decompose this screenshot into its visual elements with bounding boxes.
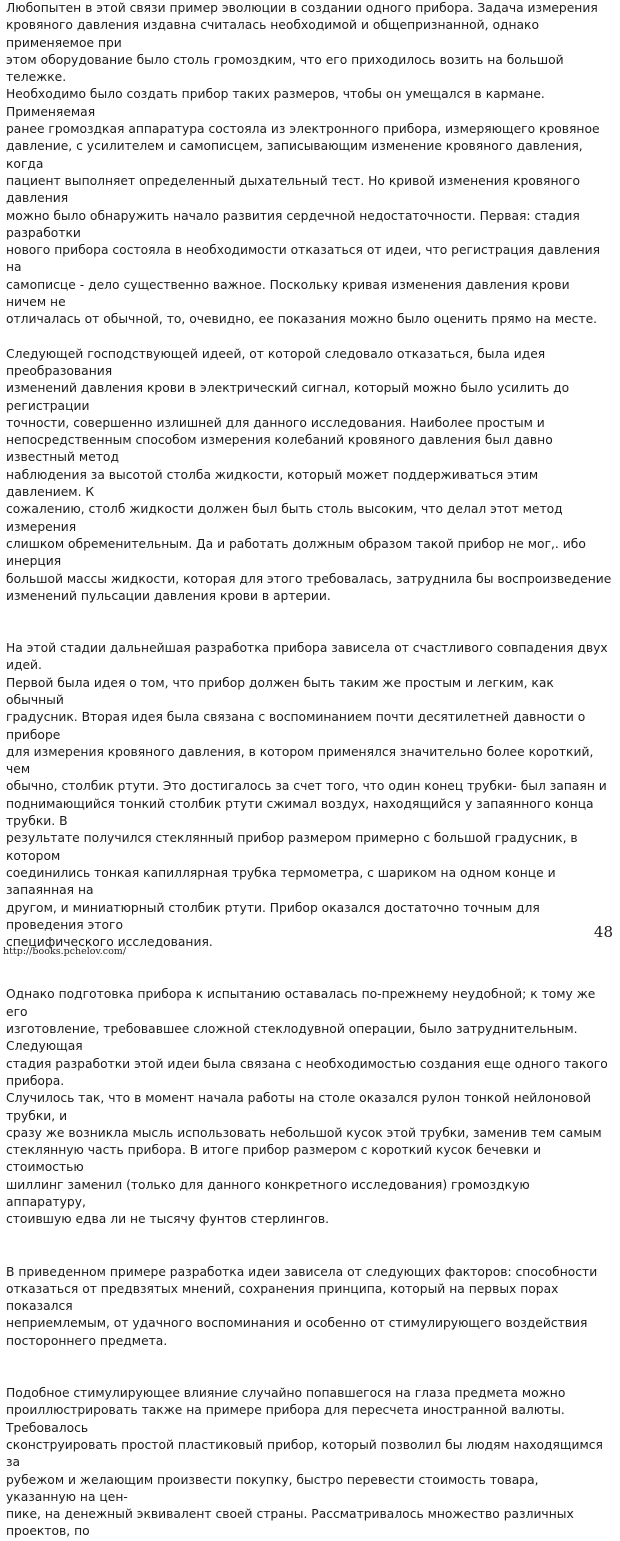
paragraph-5: В приведенном примере разработка идеи зависела от следующих факторов: способности отказаться от предвзятых мнений, сохранения принципа, который на первых порах показался неприемлемым, от удачного воспоминания и особенно от стимулирующего воздействия постороннего предмета. — [6, 1264, 598, 1348]
paragraph-3: На этой стадии дальнейшая разработка прибора зависела от счастливого совпадения двух идей. Первой была идея о том, что прибор должен быть таким же простым и легким, как обычный градусник. Вторая идея была связана с воспоминанием почти десятилетней давности о приборе для измерения кровяного давления, в котором применялся значительно более короткий, чем обычно, столбик ртути. Это достигалось за счет того, что один конец трубки- был запаян и поднимающийся тонкий столбик ртути сжимал воздух, находящийся у запаянного конца трубки. В результате получился стеклянный прибор размером примерно с большой градусник, в котором соединились тонкая капиллярная трубка термометра, с шариком на одном конце и запаянная на другом, и миниатюрный столбик ртути. Прибор оказался достаточно точным для проведения этого специфического исследования. — [6, 641, 608, 950]
page-number: 48 — [593, 923, 613, 941]
paragraph-spacer — [6, 329, 612, 346]
paragraph-2: Следующей господствующей идеей, от которой следовало отказаться, была идея преобразования изменений давления крови в электрический сигнал, который можно было усилить до регистрации точности, совершенно излишней для данного исследования. Наиболее простым и непосредственным способом измерения колебаний кровяного давления был давно известный метод наблюдения за высотой столба жидкости, который может поддерживаться этим давлением. К сожалению, столб жидкости должен был быть столь высоким, что делал этот метод измерения слишком обременительным. Да и работать должным образом такой прибор не мог,. ибо инерция большой массы жидкости, которая для этого требовалась, затруднила бы воспроизведение изменений пульсации давления крови в артерии. — [6, 346, 612, 603]
footer-url[interactable]: http://books.pchelov.com/ — [3, 946, 127, 957]
paragraph-4: Однако подготовка прибора к испытанию оставалась по-прежнему неудобной; к тому же его изготовление, требовавшее сложной стеклодувной операции, было затруднительным. Следующая стадия разработки этой идеи была связана с необходимостью создания еще одного такого прибора. Случилось так, что в момент начала работы на столе оказался рулон тонкой нейлоновой трубки, и сразу же возникла мысль использовать небольшой кусок этой трубки, заменив тем самым стеклянную часть прибора. В итоге прибор размером с короткий кусок бечевки и стоимостью шиллинг заменил (только для данного конкретного исследования) громоздкую аппаратуру, стоившую едва ли не тысячу фунтов стерлингов. — [6, 987, 608, 1227]
paragraph-6: Подобное стимулирующее влияние случайно попавшегося на глаза предмета можно проиллюстрировать также на примере прибора для пересчета иностранной валюты. Требовалось сконструировать простой пластиковый прибор, который позволил бы людям находящимся за рубежом и желающим произвести покупку, быстро перевести стоимость товара, указанную на цен- пике, на денежный эквивалент своей страны. Рассматривалось множество различных проектов, по — [6, 1386, 603, 1539]
document-page — [6, 0, 612, 1541]
paragraph-spacer — [6, 1350, 612, 1385]
paragraph-spacer — [6, 1229, 612, 1264]
paragraph-1: Любопытен в этой связи пример эволюции в создании одного прибора. Задача измерения кровяного давления издавна считалась необходимой и общепризнанной, однако применяемое при этом оборудование было столь громоздким, что его приходилось возить на большой тележке. Необходимо было создать прибор таких размеров, чтобы он умещался в кармане. Применяемая ранее громоздкая аппаратура состояла из электронного прибора, измеряющего кровяное давление, с усилителем и самописцем, записывающим изменение кровяного давления, когда пациент выполняет определенный дыхательный тест. Но кривой изменения кровяного давления можно было обнаружить начало развития сердечной недостаточности. Первая: стадия разработки нового прибора состояла в необходимости отказаться от идеи, что регистрация давления на самописце - дело существенно важное. Поскольку кривая изменения давления крови ничем не отличалась от обычной, то, очевидно, ее показания можно было оценить прямо на месте. — [6, 1, 601, 327]
paragraph-spacer — [6, 605, 612, 640]
